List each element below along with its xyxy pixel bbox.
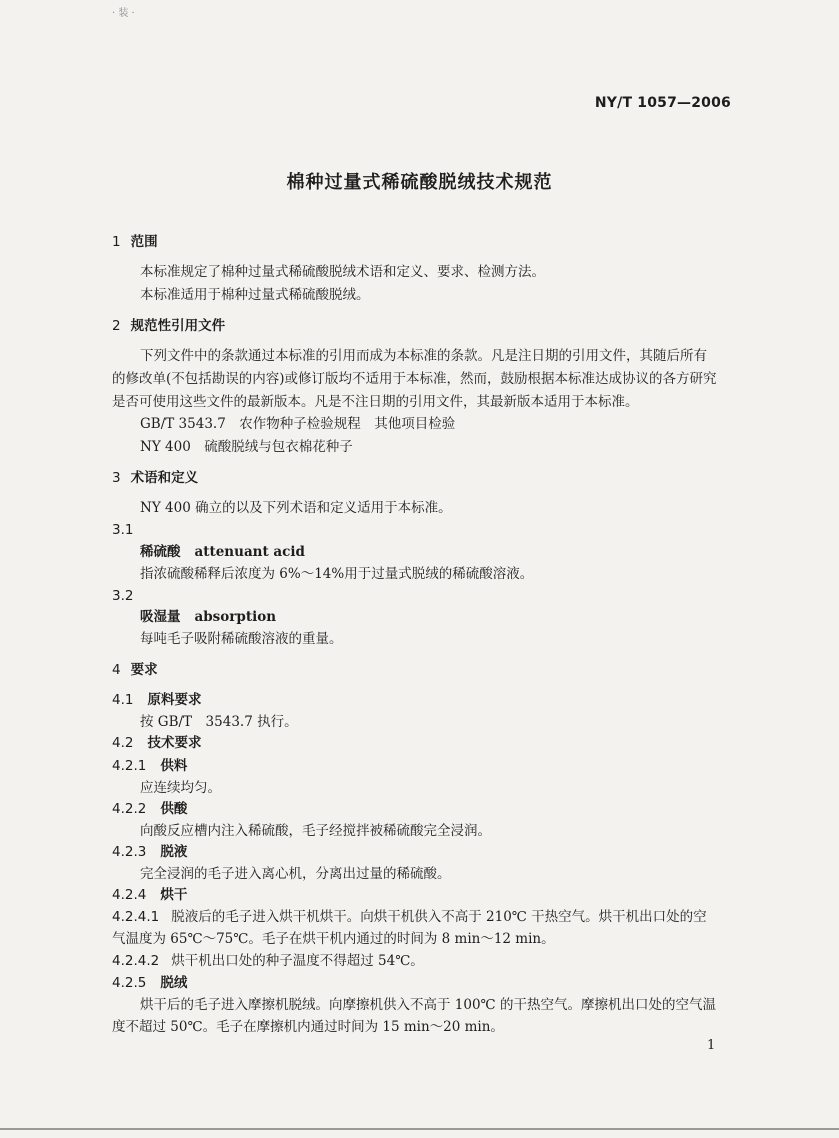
page-number: 1 (707, 1038, 716, 1053)
term-3-2-number: 3.2 (112, 588, 134, 604)
section-2-heading: 2 规范性引用文件 (112, 318, 226, 334)
standard-code: NY/T 1057—2006 (594, 95, 731, 111)
section-3-paragraph: NY 400 确立的以及下列术语和定义适用于本标准。 (140, 500, 452, 516)
section-4-2-2-text: 向酸反应槽内注入稀硫酸，毛子经搅拌被稀硫酸完全浸润。 (140, 823, 491, 839)
section-1-paragraph-1: 本标准规定了棉种过量式稀硫酸脱绒术语和定义、要求、检测方法。 (140, 264, 545, 280)
section-4-1-heading: 4.1 原料要求 (112, 692, 202, 708)
reference-ny-400: NY 400 硫酸脱绒与包衣棉花种子 (140, 439, 353, 455)
section-4-2-1-heading: 4.2.1 供料 (112, 758, 188, 774)
section-4-2-5-line-1: 烘干后的毛子进入摩擦机脱绒。向摩擦机供入不高于 100℃ 的干热空气。摩擦机出口处的空气温 (140, 997, 716, 1013)
section-4-2-heading: 4.2 技术要求 (112, 735, 202, 751)
top-margin-mark: · 装 · (112, 8, 135, 19)
bottom-edge-line (0, 1128, 839, 1130)
section-4-2-4-2-text: 4.2.4.2 烘干机出口处的种子温度不得超过 54℃。 (112, 953, 424, 969)
section-4-2-5-heading: 4.2.5 脱绒 (112, 975, 188, 991)
section-4-heading: 4 要求 (112, 662, 158, 678)
term-3-2-definition: 每吨毛子吸附稀硫酸溶液的重量。 (140, 631, 343, 647)
section-4-2-5-line-2: 度不超过 50℃。毛子在摩擦机内通过时间为 15 min～20 min。 (112, 1019, 504, 1035)
section-4-2-2-heading: 4.2.2 供酸 (112, 801, 188, 817)
section-1-heading: 1 范围 (112, 234, 158, 250)
section-3-heading: 3 术语和定义 (112, 470, 199, 486)
term-3-1-definition: 指浓硫酸稀释后浓度为 6%～14%用于过量式脱绒的稀硫酸溶液。 (140, 566, 534, 582)
section-2-paragraph-line-2: 的修改单(不包括勘误的内容)或修订版均不适用于本标准，然而，鼓励根据本标准达成协议的各方研究 (112, 371, 717, 387)
section-4-2-4-1-line-2: 气温度为 65℃～75℃。毛子在烘干机内通过的时间为 8 min～12 min。 (112, 931, 555, 947)
term-3-2-heading: 吸湿量 absorption (140, 609, 277, 625)
section-4-2-3-text: 完全浸润的毛子进入离心机，分离出过量的稀硫酸。 (140, 866, 451, 882)
section-4-1-text: 按 GB/T 3543.7 执行。 (140, 714, 298, 730)
section-4-2-3-heading: 4.2.3 脱液 (112, 844, 188, 860)
section-2-paragraph-line-3: 是否可使用这些文件的最新版本。凡是不注日期的引用文件，其最新版本适用于本标准。 (112, 394, 639, 410)
term-3-1-number: 3.1 (112, 522, 134, 538)
section-4-2-1-text: 应连续均匀。 (140, 780, 221, 796)
section-2-paragraph-line-1: 下列文件中的条款通过本标准的引用而成为本标准的条款。凡是注日期的引用文件，其随后所有 (140, 348, 707, 364)
reference-gb-t-3543-7: GB/T 3543.7 农作物种子检验规程 其他项目检验 (140, 416, 456, 432)
document-title: 棉种过量式稀硫酸脱绒技术规范 (286, 172, 553, 193)
term-3-1-heading: 稀硫酸 attenuant acid (140, 544, 305, 560)
section-4-2-4-heading: 4.2.4 烘干 (112, 887, 188, 903)
section-1-paragraph-2: 本标准适用于棉种过量式稀硫酸脱绒。 (140, 287, 370, 303)
section-4-2-4-1-line-1: 4.2.4.1 脱液后的毛子进入烘干机烘干。向烘干机供入不高于 210℃ 干热空气。烘干机出口处的空 (112, 909, 707, 925)
